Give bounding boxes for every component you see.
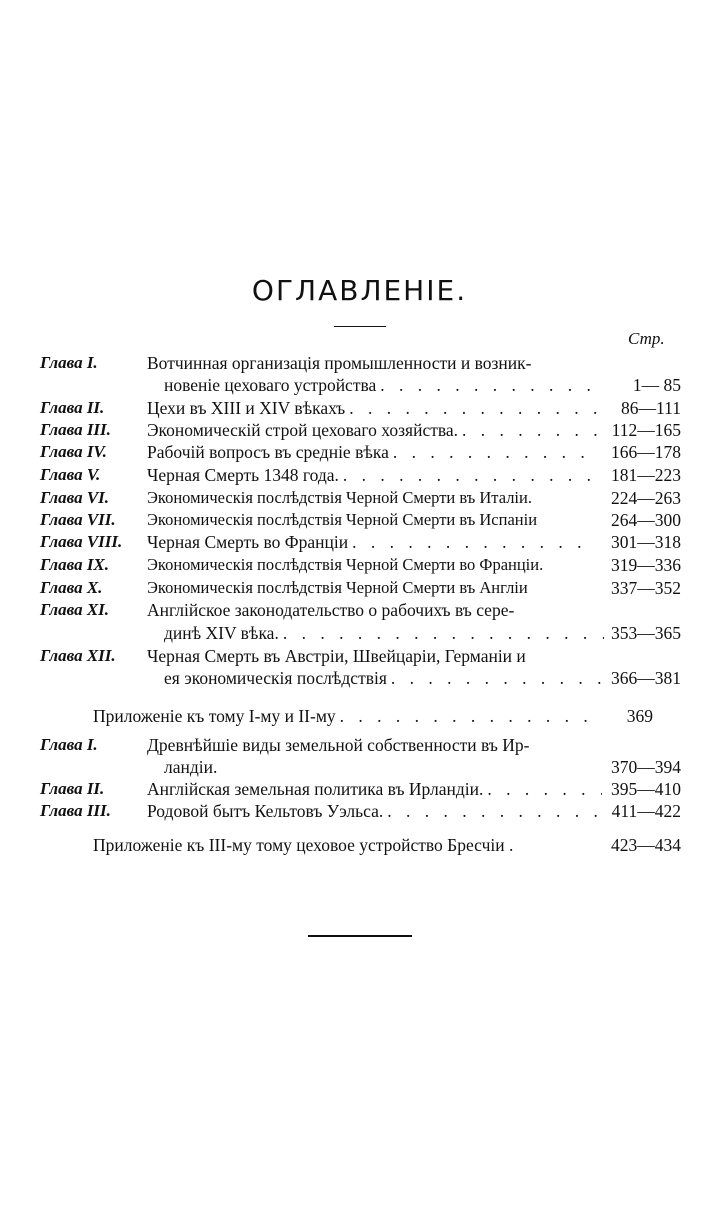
entry-pages: 264—300 bbox=[611, 510, 681, 530]
closing-rule bbox=[308, 935, 412, 937]
entry-title-line: Вотчинная организація промышленности и возник- bbox=[147, 353, 532, 373]
chapter-label: Глава II. bbox=[40, 398, 105, 417]
entry-title-line: Родовой бытъ Кельтовъ Уэльса. . . . bbox=[147, 800, 602, 822]
chapter-label: Глава VI. bbox=[40, 488, 110, 507]
entry-pages: 86—111 bbox=[621, 398, 681, 418]
appendix-pages: 423—434 bbox=[611, 835, 681, 855]
entry-title-line: Черная Смерть 1348 года. . . . bbox=[147, 464, 597, 486]
entry-title-line: Англійская земельная политика въ Ирландіи. . . . bbox=[147, 778, 602, 800]
chapter-label: Глава VIII. bbox=[40, 532, 123, 551]
chapter-label: Глава VII. bbox=[40, 510, 116, 529]
chapter-label: Глава V. bbox=[40, 465, 101, 484]
entry-pages: 353—365 bbox=[611, 623, 681, 643]
entry-pages: 411—422 bbox=[611, 801, 681, 821]
entry-title-line: ея экономическія послѣдствія . . . bbox=[164, 667, 604, 689]
entry-pages: 166—178 bbox=[611, 442, 681, 462]
entry-pages: 301—318 bbox=[611, 532, 681, 552]
chapter-label: Глава IV. bbox=[40, 442, 107, 461]
entry-pages: 366—381 bbox=[611, 668, 681, 688]
entry-title-line: динѣ XIV вѣка. . . . bbox=[164, 622, 604, 644]
chapter-label: Глава I. bbox=[40, 735, 98, 754]
entry-title-line: Экономическія послѣдствія Черной Смерти въ Италіи. bbox=[147, 488, 532, 507]
entry-title-line: Экономическій строй цеховаго хозяйства. . . . bbox=[147, 419, 597, 441]
chapter-label: Глава XII. bbox=[40, 646, 116, 665]
chapter-label: Глава III. bbox=[40, 801, 111, 820]
appendix-line: Приложеніе къ III-му тому цеховое устройство Бресчіи . bbox=[93, 835, 514, 855]
chapter-label: Глава I. bbox=[40, 353, 98, 372]
entry-title-line: новеніе цеховаго устройства . . . bbox=[164, 374, 604, 396]
page-title: ОГЛАВЛЕНIЕ. bbox=[251, 274, 468, 307]
chapter-label: Глава XI. bbox=[40, 600, 110, 619]
chapter-label: Глава X. bbox=[40, 578, 103, 597]
entry-pages: 370—394 bbox=[611, 757, 681, 777]
entry-title-line: Черная Смерть во Франціи . . . bbox=[147, 531, 597, 553]
entry-title-line: Экономическія послѣдствія Черной Смерти въ Англіи bbox=[147, 578, 528, 597]
entry-title-line: Англійское законодательство о рабочихъ въ сере- bbox=[147, 600, 515, 620]
title-rule bbox=[334, 326, 386, 327]
chapter-label: Глава III. bbox=[40, 420, 111, 439]
entry-title-line: Экономическія послѣдствія Черной Смерти во Франціи. bbox=[147, 555, 544, 574]
chapter-label: Глава II. bbox=[40, 779, 105, 798]
entry-title-line: Древнѣйшіе виды земельной собственности въ Ир- bbox=[147, 735, 530, 755]
entry-pages: 337—352 bbox=[611, 578, 681, 598]
entry-title-line: Цехи въ XIII и XIV вѣкахъ . . . bbox=[147, 397, 602, 419]
entry-title-line: Черная Смерть въ Австріи, Швейцаріи, Германіи и bbox=[147, 646, 526, 666]
entry-pages: 181—223 bbox=[611, 465, 681, 485]
appendix-line: Приложеніе къ тому I-му и II-му . . . bbox=[93, 705, 603, 727]
entry-pages: 224—263 bbox=[611, 488, 681, 508]
chapter-label: Глава IX. bbox=[40, 555, 110, 574]
page-column-header: Стр. bbox=[628, 329, 665, 348]
entry-pages: 1— 85 bbox=[632, 375, 681, 395]
entry-pages: 112—165 bbox=[611, 420, 681, 440]
entry-title-line: ландіи. bbox=[164, 757, 218, 777]
entry-pages: 319—336 bbox=[611, 555, 681, 575]
appendix-pages: 369 bbox=[626, 706, 653, 726]
entry-title-line: Рабочій вопросъ въ средніе вѣка . . . bbox=[147, 441, 597, 463]
entry-pages: 395—410 bbox=[611, 779, 681, 799]
entry-title-line: Экономическія послѣдствія Черной Смерти въ Испаніи bbox=[147, 510, 538, 529]
